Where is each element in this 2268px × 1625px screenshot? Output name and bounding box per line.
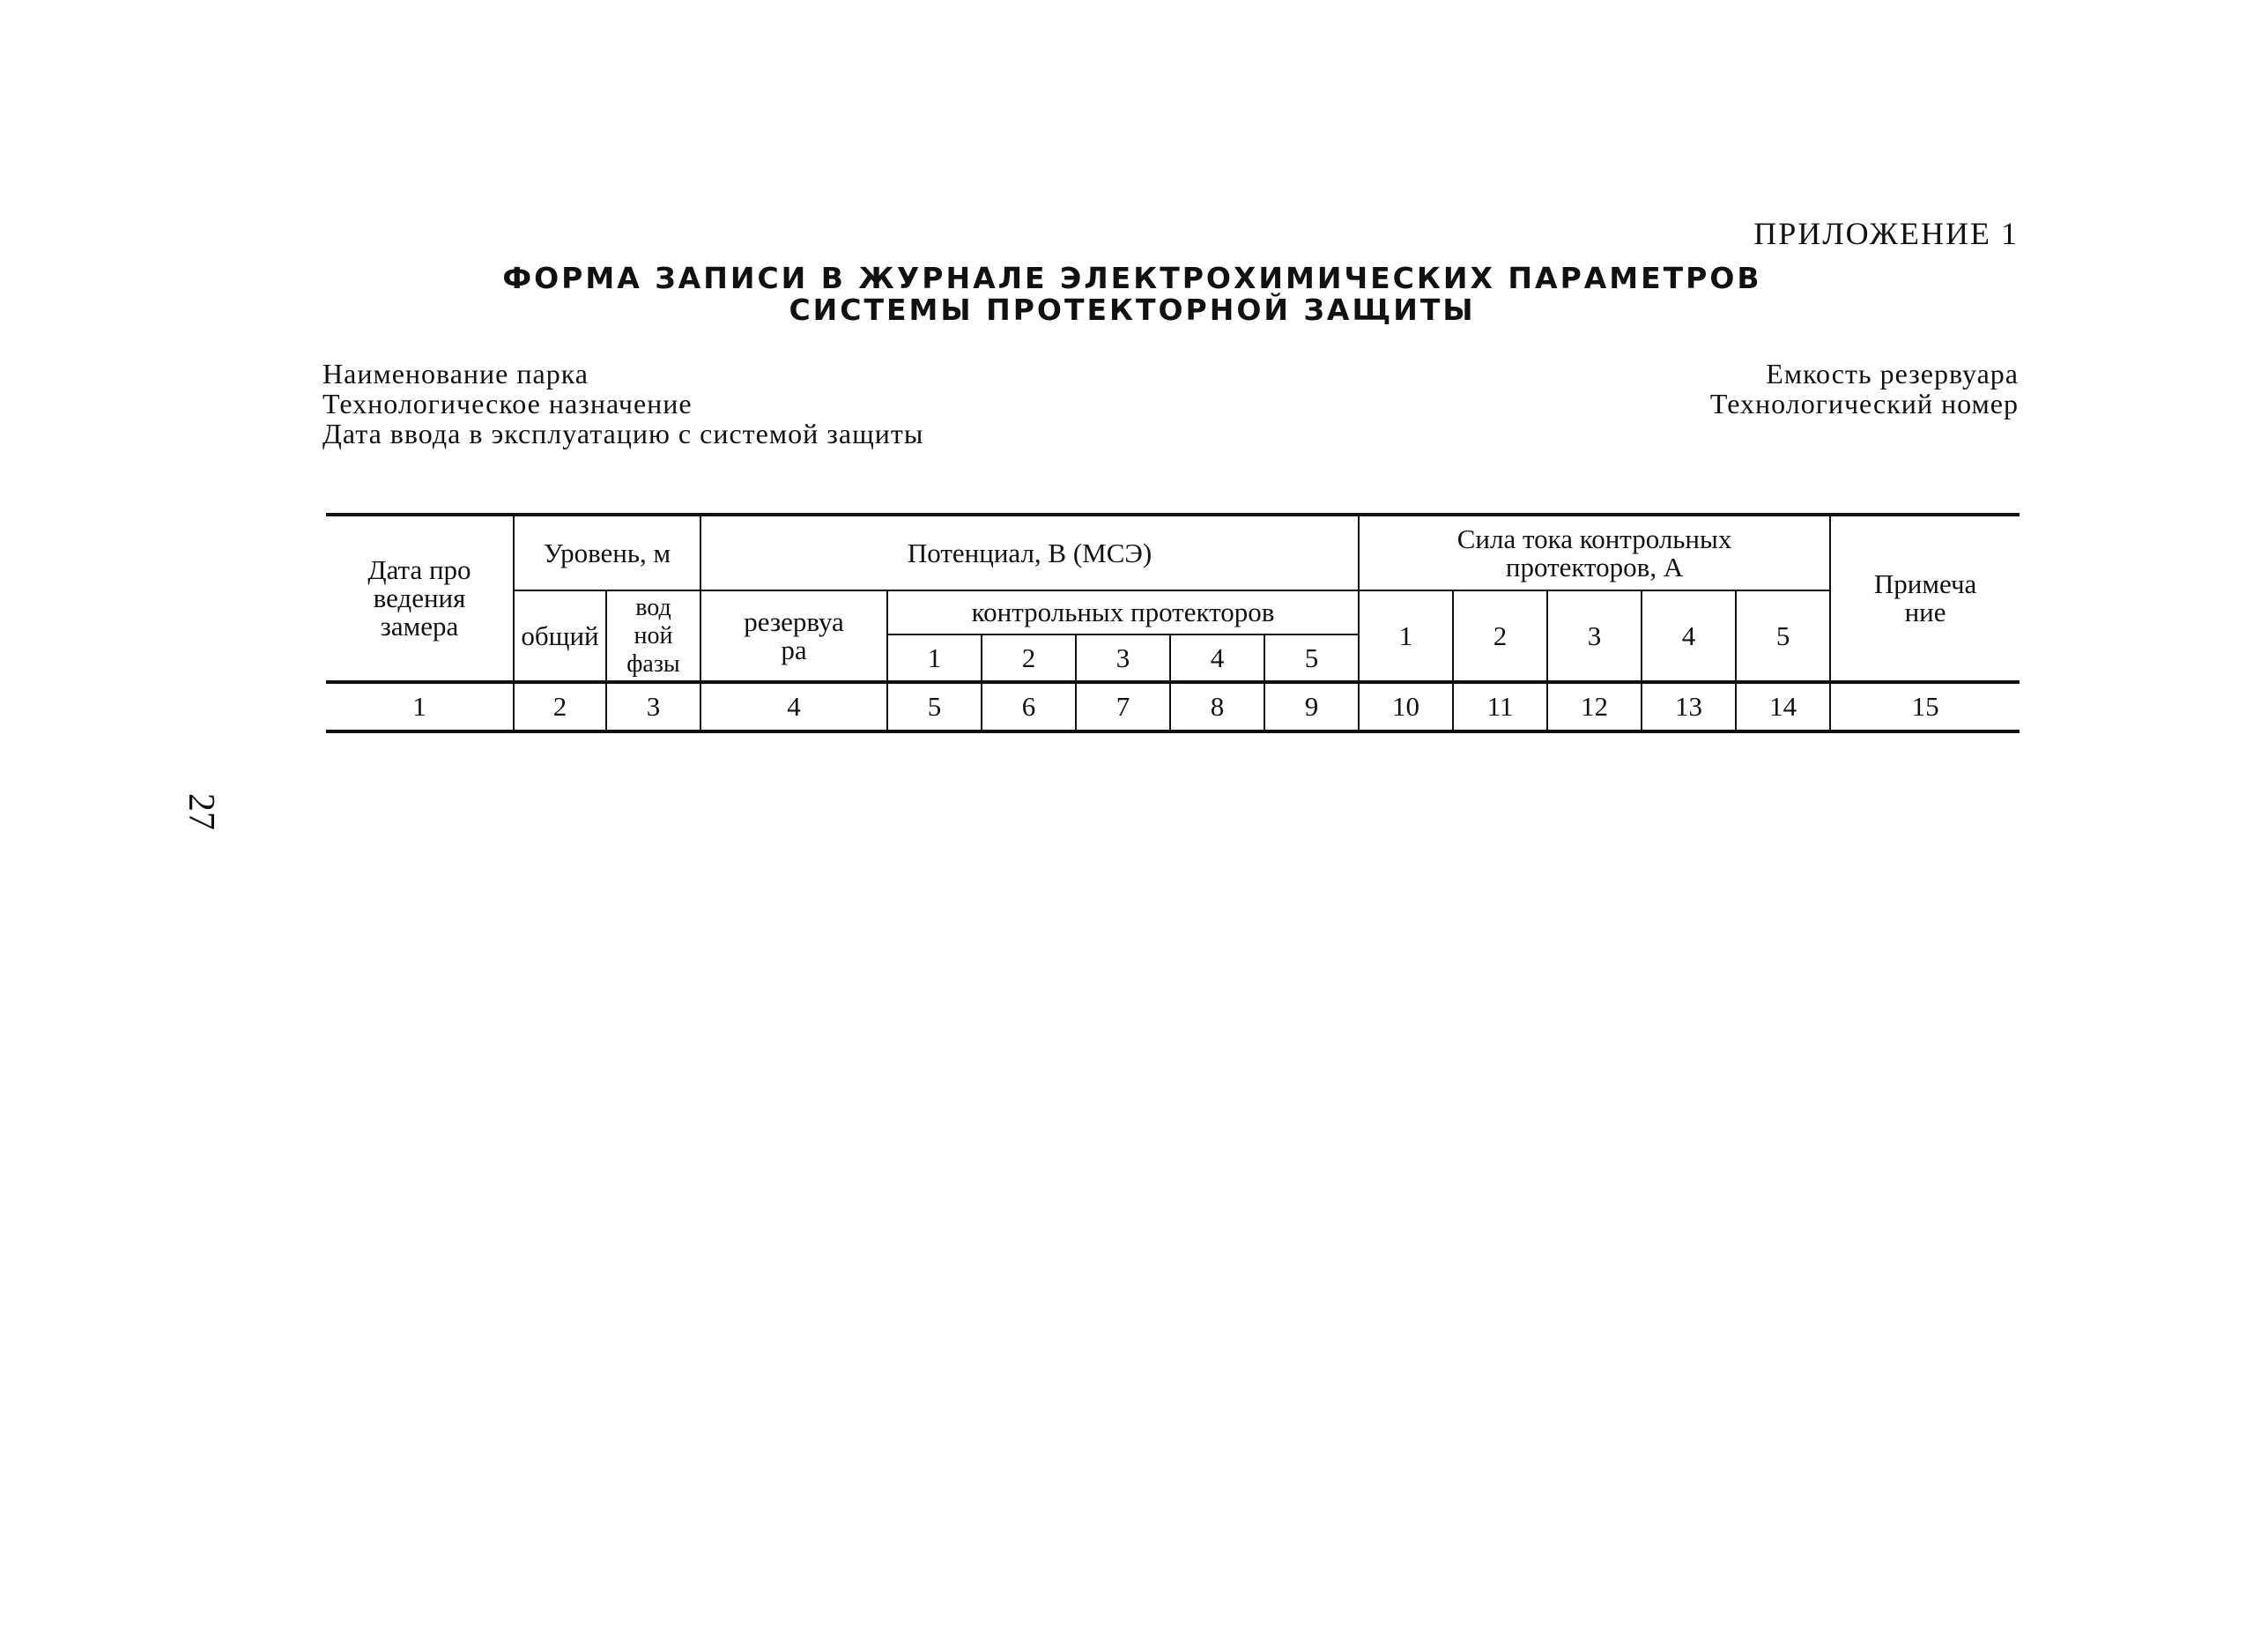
header-protector-2: 2: [982, 634, 1076, 682]
header-potential-tank: резервуа ра: [700, 590, 887, 682]
header-level-water: вод ной фазы: [606, 590, 700, 682]
header-level: Уровень, м: [514, 515, 700, 590]
column-number: 4: [700, 682, 887, 731]
column-number: 9: [1264, 682, 1359, 731]
fields-right: [1710, 359, 2019, 419]
column-number: 11: [1453, 682, 1547, 731]
header-current: Сила тока контрольных протекторов, А: [1359, 515, 1830, 590]
column-number: 6: [982, 682, 1076, 731]
column-number: 13: [1642, 682, 1736, 731]
column-number: 14: [1736, 682, 1830, 731]
field-commission-date: Дата ввода в эксплуатацию с системой защиты: [322, 418, 924, 449]
header-protector-5: 5: [1264, 634, 1359, 682]
column-number-row: [326, 682, 2020, 731]
header-level-total: общий: [514, 590, 606, 682]
fields-left: [322, 359, 923, 449]
header-current-1: 1: [1359, 590, 1453, 682]
appendix-label: ПРИЛОЖЕНИЕ 1: [1753, 216, 2019, 251]
journal-form-table: [326, 513, 2020, 733]
column-number: 1: [326, 682, 514, 731]
document-title-line-2: СИСТЕМЫ ПРОТЕКТОРНОЙ ЗАЩИТЫ: [789, 293, 1476, 327]
field-park-name: Наименование парка: [322, 358, 589, 390]
header-protector-1: 1: [887, 634, 982, 682]
column-number: 3: [606, 682, 700, 731]
field-tech-number: Технологический номер: [1709, 388, 2019, 419]
header-protector-3: 3: [1076, 634, 1170, 682]
header-protector-4: 4: [1170, 634, 1264, 682]
document-title-line-1: ФОРМА ЗАПИСИ В ЖУРНАЛЕ ЭЛЕКТРОХИМИЧЕСКИХ ПАРАМЕТРОВ: [502, 261, 1762, 295]
header-note: Примеча ние: [1830, 515, 2020, 682]
header-date: Дата про ведения замера: [326, 515, 514, 682]
column-number: 7: [1076, 682, 1170, 731]
header-potential-protectors: контрольных протекторов: [887, 590, 1359, 634]
column-number: 2: [514, 682, 606, 731]
header-current-5: 5: [1736, 590, 1830, 682]
header-current-3: 3: [1547, 590, 1642, 682]
field-tank-capacity: Емкость резервуара: [1766, 358, 2019, 390]
header-current-2: 2: [1453, 590, 1547, 682]
column-number: 15: [1830, 682, 2020, 731]
column-number: 5: [887, 682, 982, 731]
field-purpose: Технологическое назначение: [322, 388, 693, 419]
header-current-4: 4: [1642, 590, 1736, 682]
header-potential: Потенциал, В (МСЭ): [700, 515, 1359, 590]
column-number: 8: [1170, 682, 1264, 731]
column-number: 10: [1359, 682, 1453, 731]
column-number: 12: [1547, 682, 1642, 731]
page-number: 27: [181, 793, 221, 830]
